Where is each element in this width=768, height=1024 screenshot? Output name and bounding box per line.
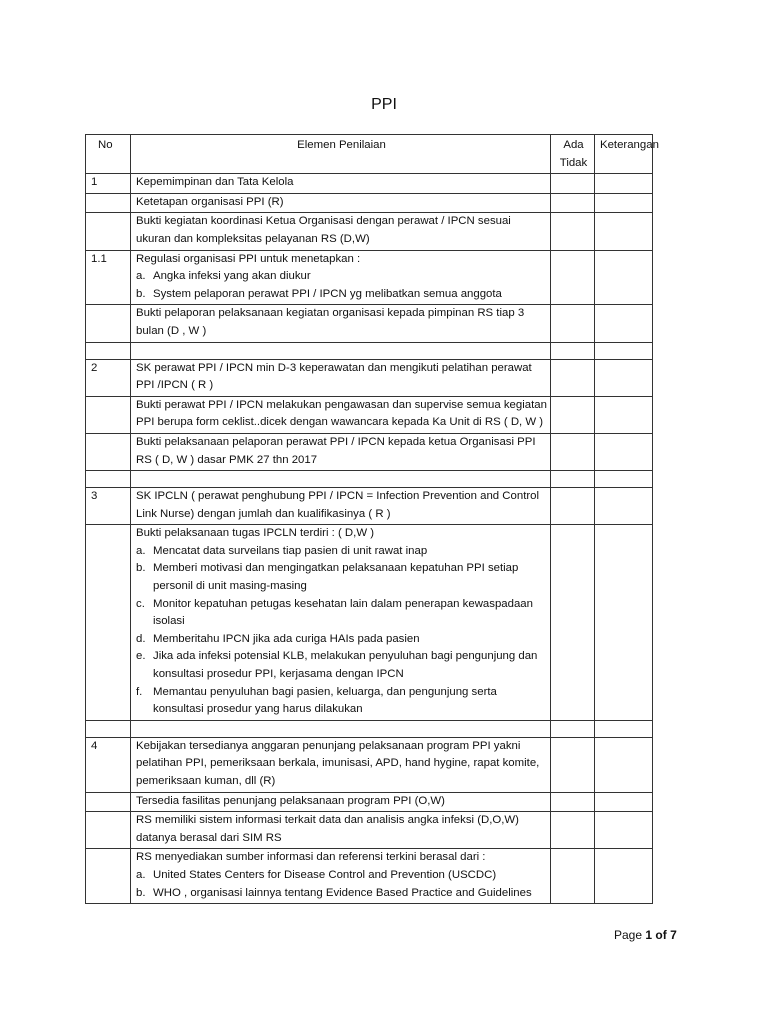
cell-keterangan [595, 250, 653, 305]
cell-elemen-text: Bukti pelaporan pelaksanaan kegiatan organisasi kepada pimpinan RS tiap 3 bulan (D , W ) [136, 307, 525, 337]
cell-no [86, 396, 131, 433]
cell-elemen-text: Bukti pelaksanaan tugas IPCLN terdiri : ( D,W ) [136, 527, 375, 540]
cell-ada-tidak [551, 193, 595, 213]
cell-elemen-text: RS memiliki sistem informasi terkait data dan analisis angka infeksi (D,O,W) datanya berasal dari SIM RS [136, 814, 519, 844]
cell-no [86, 433, 131, 470]
cell-elemen [131, 792, 551, 812]
cell-ada-tidak [551, 737, 595, 792]
list-item-marker: b. [136, 886, 146, 899]
table-row [86, 305, 653, 342]
list-item-text: United States Centers for Disease Control and Prevention (USCDC) [153, 868, 497, 881]
list-item [136, 631, 547, 649]
cell-elemen [131, 812, 551, 849]
cell-elemen-text: Regulasi organisasi PPI untuk menetapkan : [136, 252, 361, 265]
header-ada-tidak [551, 135, 595, 174]
cell-elemen [131, 525, 551, 721]
page-total: 7 [670, 928, 677, 942]
cell-elemen [131, 213, 551, 250]
table-row [86, 359, 653, 396]
cell-keterangan [595, 342, 653, 359]
cell-keterangan [595, 812, 653, 849]
cell-no [86, 525, 131, 721]
sub-item-list [136, 867, 547, 902]
list-item [136, 684, 547, 719]
cell-no [86, 193, 131, 213]
list-item-text: Memantau penyuluhan bagi pasien, keluarga, dan pengunjung serta konsultasi prosedur yang harus dilakukan [153, 685, 497, 716]
cell-no: 3 [86, 488, 131, 525]
cell-elemen [131, 250, 551, 305]
table-row [86, 213, 653, 250]
cell-no [86, 471, 131, 488]
cell-elemen-text: Bukti pelaksanaan pelaporan perawat PPI / IPCN kepada ketua Organisasi PPI RS ( D, W ) dasar PMK 27 thn 2017 [136, 435, 536, 466]
table-row [86, 720, 653, 737]
cell-elemen [131, 433, 551, 470]
cell-ada-tidak [551, 305, 595, 342]
list-item-marker: f. [136, 685, 143, 698]
header-elemen-penilaian: Elemen Penilaian [131, 135, 551, 174]
list-item-text: Angka infeksi yang akan diukur [153, 270, 311, 283]
cell-ada-tidak [551, 359, 595, 396]
cell-elemen-text: Kepemimpinan dan Tata Kelola [136, 176, 294, 189]
page-current: 1 [645, 928, 653, 942]
cell-no [86, 720, 131, 737]
cell-elemen [131, 737, 551, 792]
cell-keterangan [595, 792, 653, 812]
cell-ada-tidak [551, 720, 595, 737]
list-item-text: Jika ada infeksi potensial KLB, melakukan penyuluhan bagi pengunjung dan konsultasi prosedur PPI, kerjasama dengan IPCN [153, 650, 538, 681]
cell-no: 4 [86, 737, 131, 792]
table-header-row [86, 135, 653, 174]
sub-item-list [136, 543, 547, 719]
list-item-text: Memberi motivasi dan mengingatkan pelaksanaan kepatuhan PPI setiap personil di unit masing-masing [153, 562, 519, 593]
list-item [136, 867, 547, 885]
list-item-marker: a. [136, 868, 146, 881]
list-item-text: Mencatat data surveilans tiap pasien di unit rawat inap [153, 544, 428, 557]
table-row [86, 737, 653, 792]
cell-no [86, 849, 131, 904]
cell-keterangan [595, 737, 653, 792]
cell-ada-tidak [551, 213, 595, 250]
list-item [136, 596, 547, 631]
document-title: PPI [371, 96, 397, 113]
of-label: of [655, 928, 667, 942]
cell-keterangan [595, 433, 653, 470]
cell-elemen-text: Tersedia fasilitas penunjang pelaksanaan program PPI (O,W) [136, 794, 445, 807]
cell-no: 1 [86, 174, 131, 194]
list-item-marker: a. [136, 544, 146, 557]
cell-elemen-text: RS menyediakan sumber informasi dan referensi terkini berasal dari : [136, 851, 486, 864]
header-keterangan: Keterangan [595, 135, 653, 174]
list-item-marker: a. [136, 270, 146, 283]
list-item [136, 268, 547, 286]
list-item [136, 885, 547, 903]
cell-ada-tidak [551, 525, 595, 721]
cell-ada-tidak [551, 250, 595, 305]
table-row [86, 471, 653, 488]
cell-elemen-text: SK perawat PPI / IPCN min D-3 keperawatan dan mengikuti pelatihan perawat PPI /IPCN ( R ) [136, 361, 532, 392]
table-row [86, 396, 653, 433]
cell-ada-tidak [551, 849, 595, 904]
cell-ada-tidak [551, 792, 595, 812]
cell-keterangan [595, 525, 653, 721]
list-item [136, 560, 547, 595]
table-row [86, 250, 653, 305]
table-row [86, 792, 653, 812]
table-body [86, 174, 653, 904]
page-number [614, 928, 677, 942]
cell-elemen [131, 342, 551, 359]
cell-keterangan [595, 396, 653, 433]
cell-ada-tidak [551, 433, 595, 470]
list-item-text: WHO , organisasi lainnya tentang Evidence Based Practice and Guidelines [153, 886, 532, 899]
table-row [86, 193, 653, 213]
cell-keterangan [595, 213, 653, 250]
cell-no [86, 342, 131, 359]
table-row [86, 849, 653, 904]
header-ada: Ada [563, 139, 584, 151]
cell-elemen-text: Ketetapan organisasi PPI (R) [136, 195, 284, 208]
cell-ada-tidak [551, 488, 595, 525]
cell-ada-tidak [551, 174, 595, 194]
cell-elemen-text: Kebijakan tersedianya anggaran penunjang pelaksanaan program PPI yakni pelatihan PPI, pemeriksaan berkala, imunisasi, APD, hand hygine, rapat komite, pemeriksaan kuman, dll (R) [136, 739, 540, 787]
list-item-marker: b. [136, 562, 146, 575]
cell-elemen [131, 193, 551, 213]
cell-elemen [131, 488, 551, 525]
cell-elemen [131, 305, 551, 342]
cell-no: 1.1 [86, 250, 131, 305]
cell-elemen [131, 720, 551, 737]
cell-keterangan [595, 488, 653, 525]
cell-elemen-text: Bukti kegiatan koordinasi Ketua Organisasi dengan perawat / IPCN sesuai ukuran dan kompleksitas pelayanan RS (D,W) [136, 215, 511, 245]
cell-elemen-text: Bukti perawat PPI / IPCN melakukan pengawasan dan supervise semua kegiatan PPI berupa form ceklist..dicek dengan wawancara kepada Ka Unit di RS ( D, W ) [136, 398, 547, 429]
cell-ada-tidak [551, 471, 595, 488]
assessment-table [85, 134, 659, 904]
cell-elemen [131, 174, 551, 194]
cell-no [86, 305, 131, 342]
cell-ada-tidak [551, 342, 595, 359]
header-tidak: Tidak [559, 156, 588, 169]
cell-elemen [131, 359, 551, 396]
cell-no [86, 792, 131, 812]
table-row [86, 812, 653, 849]
table-row [86, 488, 653, 525]
cell-keterangan [595, 359, 653, 396]
cell-keterangan [595, 849, 653, 904]
cell-keterangan [595, 471, 653, 488]
cell-keterangan [595, 174, 653, 194]
cell-ada-tidak [551, 396, 595, 433]
cell-no [86, 812, 131, 849]
cell-elemen [131, 471, 551, 488]
list-item-text: Memberitahu IPCN jika ada curiga HAIs pada pasien [153, 632, 420, 645]
cell-elemen-text: SK IPCLN ( perawat penghubung PPI / IPCN = Infection Prevention and Control Link Nurse) dengan jumlah dan kualifikasinya ( R ) [136, 490, 540, 520]
list-item-marker: d. [136, 632, 146, 645]
cell-elemen [131, 396, 551, 433]
table-row [86, 174, 653, 194]
list-item-marker: e. [136, 650, 146, 663]
list-item [136, 648, 547, 683]
list-item-text: Monitor kepatuhan petugas kesehatan lain dalam penerapan kewaspadaan isolasi [153, 597, 533, 628]
list-item [136, 286, 547, 304]
cell-ada-tidak [551, 812, 595, 849]
table-row [86, 433, 653, 470]
sub-item-list [136, 268, 547, 303]
table-row [86, 525, 653, 721]
cell-no [86, 213, 131, 250]
table-row [86, 342, 653, 359]
cell-keterangan [595, 193, 653, 213]
header-no: No [86, 135, 131, 174]
page-label: Page [614, 928, 643, 942]
cell-keterangan [595, 305, 653, 342]
cell-keterangan [595, 720, 653, 737]
list-item-text: System pelaporan perawat PPI / IPCN yg melibatkan semua anggota [153, 287, 502, 300]
list-item [136, 543, 547, 561]
list-item-marker: b. [136, 287, 146, 300]
list-item-marker: c. [136, 597, 145, 610]
cell-no: 2 [86, 359, 131, 396]
cell-elemen [131, 849, 551, 904]
